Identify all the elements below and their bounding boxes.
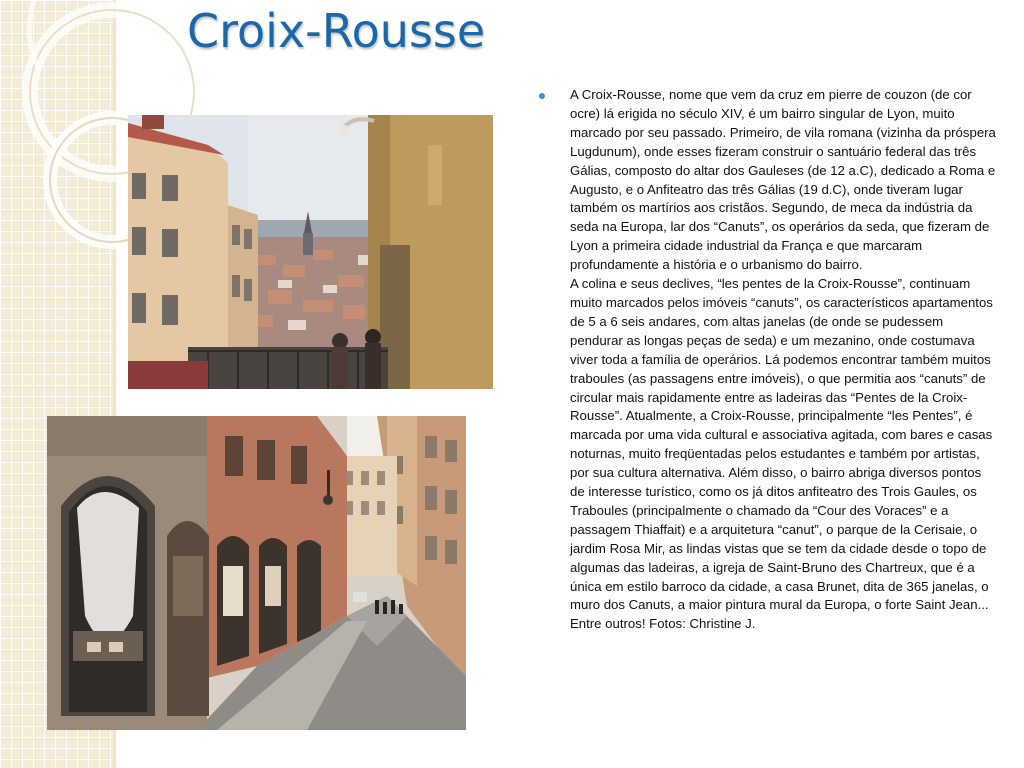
body-text (538, 86, 996, 634)
paragraph-2: A colina e seus declives, “les pentes de la Croix-Rousse”, continuam muito marcados pelos imóveis “canuts”, os característicos apartamentos de 5 a 6 seis andares, com altas janelas (de onde se pudessem pendurar as longas peças de seda) e um mezanino, onde costumava viver toda a família de operários. Lá podemos encontrar também muitos traboules (as passagens entre imóveis), o que permitia aos “canuts” de circular mais rapidamente entre as ladeiras das “Pentes de la Croix-Rousse”. Atualmente, a Croix-Rousse, principalmente “les Pentes”, é marcada por uma vida cultural e associativa agitada, com bares e casas noturnas, muito freqüentadas pelos estudantes e também por artistas, por sua cultura alternativa. Além disso, o bairro abriga diversos pontos de interesse turístico, como os já ditos anfiteatro des Trois Gaules, os Traboules (principalmente o chamado da “Cour des Voraces” e a passagem Thiaffait) e a arquitetura “canut”, o parque de la Cerisaie, o jardim Rosa Mir, as lindas vistas que se tem da cidade desde o topo de algumas das ladeiras, a igreja de Saint-Bruno des Chartreux, que é a única em estilo barroco da cidade, a casa Brunet, dita de 365 janelas, o muro dos Canuts, a maior pintura mural da Europa, o forte Saint Jean... Entre outros! Fotos: Christine J. (570, 276, 993, 632)
paragraph-1: A Croix-Rousse, nome que vem da cruz em pierre de couzon (de cor ocre) lá erigida no século XIV, é um bairro singular de Lyon, muito marcado por seu passado. Primeiro, de vila romana (vizinha da próspera Lugdunum), onde esses fizeram construir o santuário federal das três Gálias, composto do altar dos Gauleses (de 12 a.C), dedicado a Roma e Augusto, e o Anfiteatro das três Gálias (19 d.C), onde tiveram lugar também os martírios aos cristãos. Segundo, de meca da indústria da seda na Europa, lar dos “Canuts”, os operários da seda, que fizeram de Lyon a primeira cidade industrial da França e que marcaram profundamente a história e o urbanismo do bairro. (570, 87, 996, 273)
street-photo (47, 416, 466, 730)
bullet-item (538, 86, 996, 634)
city-view-photo (128, 115, 493, 389)
bullet-icon (539, 93, 545, 99)
slide-title: Croix-Rousse (187, 4, 486, 58)
